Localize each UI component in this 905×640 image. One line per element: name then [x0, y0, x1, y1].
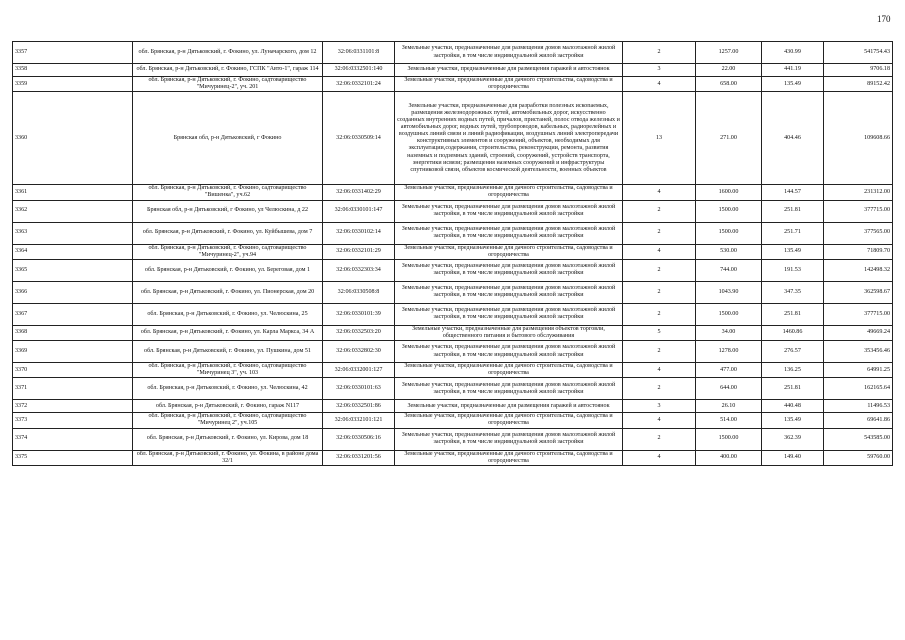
- specific-value-cell: 149.40: [762, 450, 824, 465]
- area-cell: 1500.00: [696, 200, 762, 222]
- table-row: [13, 281, 893, 303]
- address-cell: обл. Брянская, р-н Дятьковский, г. Фокино, садтоварищество "Вишенка", уч.62: [133, 185, 323, 200]
- specific-value-cell: 191.53: [762, 259, 824, 281]
- specific-value-cell: 251.81: [762, 200, 824, 222]
- address-cell: обл. Брянская, р-н Дятьковский, г. Фокино, ул. Пионерская, дом 20: [133, 281, 323, 303]
- table-body: [13, 42, 893, 466]
- table-row: [13, 77, 893, 92]
- specific-value-cell: 430.99: [762, 42, 824, 64]
- cadastral-number-cell: 32:06:0330101:63: [323, 378, 395, 400]
- specific-value-cell: 135.49: [762, 413, 824, 428]
- table-row: [13, 64, 893, 77]
- address-cell: обл. Брянская, р-н Дятьковский, г. Фокино, ул. Челюскина, 25: [133, 303, 323, 325]
- page-number: 170: [877, 14, 891, 24]
- row-number: 3368: [13, 325, 133, 340]
- cadastral-value-cell: 377715.00: [824, 303, 893, 325]
- row-number: 3364: [13, 244, 133, 259]
- use-code-cell: 2: [623, 42, 696, 64]
- specific-value-cell: 136.25: [762, 363, 824, 378]
- area-cell: 400.00: [696, 450, 762, 465]
- address-cell: обл. Брянская, р-н Дятьковский, г. Фокино, ул. Куйбышева, дом 7: [133, 222, 323, 244]
- row-number: 3359: [13, 77, 133, 92]
- area-cell: 1600.00: [696, 185, 762, 200]
- area-cell: 1257.00: [696, 42, 762, 64]
- address-cell: обл. Брянская, р-н Дятьковский, г. Фокино, ул. Береговая, дом 1: [133, 259, 323, 281]
- land-use-cell: Земельные участки, предназначенные для размещения домов малоэтажной жилой застройки, в том числе индивидуальной жилой застройки: [395, 303, 623, 325]
- row-number: 3373: [13, 413, 133, 428]
- land-use-cell: Земельные участки, предназначенные для размещения домов малоэтажной жилой застройки, в том числе индивидуальной жилой застройки: [395, 281, 623, 303]
- area-cell: 658.00: [696, 77, 762, 92]
- land-use-cell: Земельные участки, предназначенные для размещения домов малоэтажной жилой застройки, в том числе индивидуальной жилой застройки: [395, 428, 623, 450]
- land-use-cell: Земельные участки, предназначенные для размещения домов малоэтажной жилой застройки, в том числе индивидуальной жилой застройки: [395, 200, 623, 222]
- use-code-cell: 3: [623, 400, 696, 413]
- row-number: 3365: [13, 259, 133, 281]
- table-row: [13, 378, 893, 400]
- area-cell: 34.00: [696, 325, 762, 340]
- row-number: 3367: [13, 303, 133, 325]
- table-row: [13, 450, 893, 465]
- area-cell: 1500.00: [696, 303, 762, 325]
- land-use-cell: Земельные участки, предназначенные для размещения домов малоэтажной жилой застройки, в том числе индивидуальной жилой застройки: [395, 259, 623, 281]
- cadastral-value-cell: 11496.53: [824, 400, 893, 413]
- address-cell: обл. Брянская, р-н Дятьковский, г. Фокино, ул. Челюскина, 42: [133, 378, 323, 400]
- specific-value-cell: 251.81: [762, 378, 824, 400]
- cadastral-value-cell: 69641.86: [824, 413, 893, 428]
- use-code-cell: 2: [623, 378, 696, 400]
- use-code-cell: 4: [623, 77, 696, 92]
- use-code-cell: 2: [623, 428, 696, 450]
- cadastral-number-cell: 32:06:0331402:29: [323, 185, 395, 200]
- row-number: 3358: [13, 64, 133, 77]
- address-cell: обл. Брянская, р-н Дятьковский, г. Фокино, ул. Карла Маркса, 34 А: [133, 325, 323, 340]
- land-use-cell: Земельные участки, предназначенные для разработки полезных ископаемых, размещения железнодорожных путей, автомобильных дорог, искусственно созданных внутренних водных путей, причалов, пристаней, полос отвода железных и автомобильных дорог, водных путей, трубопроводов, кабельных, радиорелейных и воздушных линий связи и линий радиофикации, воздушных линий электропередачи конструктивных элементов и сооружений, объектов, необходимых для эксплуатации,содержания, строительства, реконструкции, ремонта, развития наземных и подземных зданий, строений, сооружений, устройств транспорта, энергетики исвязи; размещения наземных сооружений и инфраструктуры спутниковой связи, объектов космической деятельности, военных объектов: [395, 92, 623, 185]
- use-code-cell: 4: [623, 413, 696, 428]
- address-cell: Брянская обл, р-н Дятьковский, г Фокино, ул Челюскина, д 22: [133, 200, 323, 222]
- cadastral-number-cell: 32:06:0330101:147: [323, 200, 395, 222]
- table-row: [13, 303, 893, 325]
- use-code-cell: 2: [623, 259, 696, 281]
- row-number: 3370: [13, 363, 133, 378]
- cadastral-number-cell: 32:06:0330506:16: [323, 428, 395, 450]
- address-cell: обл. Брянская, р-н Дятьковский, г. Фокино, ул. Фокина, в районе дома 32/1: [133, 450, 323, 465]
- cadastral-number-cell: 32:06:0330508:8: [323, 281, 395, 303]
- area-cell: 477.00: [696, 363, 762, 378]
- row-number: 3371: [13, 378, 133, 400]
- cadastral-number-cell: 32:06:0332303:34: [323, 259, 395, 281]
- land-use-cell: Земельные участки, предназначенные для дачного строительства, садоводства и огородничества: [395, 244, 623, 259]
- area-cell: 1500.00: [696, 222, 762, 244]
- area-cell: 26.10: [696, 400, 762, 413]
- cadastral-number-cell: 32:06:0332101:29: [323, 244, 395, 259]
- use-code-cell: 2: [623, 341, 696, 363]
- use-code-cell: 4: [623, 244, 696, 259]
- specific-value-cell: 440.48: [762, 400, 824, 413]
- use-code-cell: 2: [623, 303, 696, 325]
- land-use-cell: Земельные участки, предназначенные для дачного строительства, садоводства и огородничества: [395, 185, 623, 200]
- use-code-cell: 5: [623, 325, 696, 340]
- specific-value-cell: 251.81: [762, 303, 824, 325]
- use-code-cell: 2: [623, 281, 696, 303]
- table-row: [13, 92, 893, 185]
- land-use-cell: Земельные участки, предназначенные для размещения гаражей и автостоянок: [395, 64, 623, 77]
- land-use-cell: Земельные участки, предназначенные для размещения домов малоэтажной жилой застройки, в том числе индивидуальной жилой застройки: [395, 341, 623, 363]
- cadastral-value-cell: 9706.18: [824, 64, 893, 77]
- use-code-cell: 3: [623, 64, 696, 77]
- table-row: [13, 244, 893, 259]
- use-code-cell: 4: [623, 185, 696, 200]
- row-number: 3360: [13, 92, 133, 185]
- cadastral-value-cell: 353456.46: [824, 341, 893, 363]
- specific-value-cell: 144.57: [762, 185, 824, 200]
- cadastral-value-cell: 162165.64: [824, 378, 893, 400]
- cadastral-value-cell: 377715.00: [824, 200, 893, 222]
- specific-value-cell: 441.19: [762, 64, 824, 77]
- cadastral-number-cell: 32:06:0330101:39: [323, 303, 395, 325]
- area-cell: 530.00: [696, 244, 762, 259]
- area-cell: 1043.90: [696, 281, 762, 303]
- use-code-cell: 2: [623, 200, 696, 222]
- specific-value-cell: 135.49: [762, 77, 824, 92]
- address-cell: обл. Брянская, р-н Дятьковский, г. Фокино, ул. Кирова, дом 18: [133, 428, 323, 450]
- table-row: [13, 413, 893, 428]
- address-cell: обл. Брянская, р-н Дятьковский, г. Фокино, садтоварищество "Мичуринец 2", уч.105: [133, 413, 323, 428]
- address-cell: обл. Брянская, р-н Дятьковский, г. Фокино, садтоварищество "Мичуринец-2", уч.94: [133, 244, 323, 259]
- specific-value-cell: 251.71: [762, 222, 824, 244]
- table-row: [13, 325, 893, 340]
- specific-value-cell: 135.49: [762, 244, 824, 259]
- address-cell: обл. Брянская, р-н Дятьковский, г. Фокино, садтоварищество "Мичуринец-2", уч. 201: [133, 77, 323, 92]
- area-cell: 22.00: [696, 64, 762, 77]
- cadastral-number-cell: 32:06:0331201:56: [323, 450, 395, 465]
- area-cell: 1500.00: [696, 428, 762, 450]
- address-cell: Брянская обл, р-н Дятьковский, г Фокино: [133, 92, 323, 185]
- cadastral-value-cell: 541754.43: [824, 42, 893, 64]
- row-number: 3375: [13, 450, 133, 465]
- cadastral-number-cell: 32:06:0330509:14: [323, 92, 395, 185]
- cadastral-number-cell: 32:06:0332501:86: [323, 400, 395, 413]
- table-row: [13, 185, 893, 200]
- use-code-cell: 13: [623, 92, 696, 185]
- specific-value-cell: 276.57: [762, 341, 824, 363]
- row-number: 3372: [13, 400, 133, 413]
- land-use-cell: Земельные участки, предназначенные для размещения домов малоэтажной жилой застройки, в том числе индивидуальной жилой застройки: [395, 378, 623, 400]
- area-cell: 514.00: [696, 413, 762, 428]
- use-code-cell: 4: [623, 450, 696, 465]
- specific-value-cell: 347.35: [762, 281, 824, 303]
- land-use-cell: Земельные участки, предназначенные для дачного строительства, садоводства и огородничества: [395, 450, 623, 465]
- land-use-cell: Земельные участки, предназначенные для размещения домов малоэтажной жилой застройки, в том числе индивидуальной жилой застройки: [395, 222, 623, 244]
- table-row: [13, 341, 893, 363]
- cadastral-number-cell: 32:06:0332101:24: [323, 77, 395, 92]
- cadastral-number-cell: 32:06:0330102:14: [323, 222, 395, 244]
- cadastral-value-cell: 59760.00: [824, 450, 893, 465]
- row-number: 3369: [13, 341, 133, 363]
- land-use-cell: Земельные участки, предназначенные для дачного строительства, садоводства и огородничества: [395, 363, 623, 378]
- table-row: [13, 259, 893, 281]
- cadastral-value-cell: 543585.00: [824, 428, 893, 450]
- cadastral-value-cell: 231312.00: [824, 185, 893, 200]
- row-number: 3357: [13, 42, 133, 64]
- land-use-cell: Земельные участки, предназначенные для дачного строительства, садоводства и огородничества: [395, 77, 623, 92]
- cadastral-value-cell: 64991.25: [824, 363, 893, 378]
- cadastral-value-cell: 109608.66: [824, 92, 893, 185]
- cadastral-number-cell: 32:06:0332802:30: [323, 341, 395, 363]
- address-cell: обл. Брянская, р-н Дятьковский, г. Фокино, ул. Луначарского, дом 12: [133, 42, 323, 64]
- cadastral-number-cell: 32:06:0332503:20: [323, 325, 395, 340]
- cadastral-value-cell: 49669.24: [824, 325, 893, 340]
- row-number: 3362: [13, 200, 133, 222]
- land-use-cell: Земельные участки, предназначенные для размещения гаражей и автостоянок: [395, 400, 623, 413]
- cadastral-value-cell: 362598.67: [824, 281, 893, 303]
- row-number: 3363: [13, 222, 133, 244]
- table-row: [13, 200, 893, 222]
- row-number: 3374: [13, 428, 133, 450]
- address-cell: обл. Брянская, р-н Дятьковский, г. Фокино, садтоварищество "Мичуринец 3", уч. 103: [133, 363, 323, 378]
- row-number: 3366: [13, 281, 133, 303]
- address-cell: обл. Брянская, р-н Дятьковский, г. Фокино, ул. Пушкина, дом 51: [133, 341, 323, 363]
- cadastral-value-cell: 89152.42: [824, 77, 893, 92]
- table-row: [13, 222, 893, 244]
- cadastral-value-cell: 71809.70: [824, 244, 893, 259]
- area-cell: 644.00: [696, 378, 762, 400]
- address-cell: обл. Брянская, р-н Дятьковский, г. Фокино, ГСПК "Авто-1", гараж 114: [133, 64, 323, 77]
- land-use-cell: Земельные участки, предназначенные для размещения домов малоэтажной жилой застройки, в том числе индивидуальной жилой застройки: [395, 42, 623, 64]
- specific-value-cell: 1460.86: [762, 325, 824, 340]
- land-registry-table: [12, 41, 893, 466]
- area-cell: 1278.00: [696, 341, 762, 363]
- cadastral-value-cell: 142498.32: [824, 259, 893, 281]
- specific-value-cell: 362.39: [762, 428, 824, 450]
- area-cell: 744.00: [696, 259, 762, 281]
- land-use-cell: Земельные участки, предназначенные для размещения объектов торговли, общественного питания и бытового обслуживания: [395, 325, 623, 340]
- cadastral-value-cell: 377565.00: [824, 222, 893, 244]
- cadastral-number-cell: 32:06:0332001:127: [323, 363, 395, 378]
- table-row: [13, 42, 893, 64]
- cadastral-number-cell: 32:06:0332101:121: [323, 413, 395, 428]
- cadastral-number-cell: 32:06:0331101:8: [323, 42, 395, 64]
- use-code-cell: 2: [623, 222, 696, 244]
- row-number: 3361: [13, 185, 133, 200]
- table-row: [13, 400, 893, 413]
- table-row: [13, 428, 893, 450]
- address-cell: обл. Брянская, р-н Дятьковский, г. Фокино, гараж N117: [133, 400, 323, 413]
- land-use-cell: Земельные участки, предназначенные для дачного строительства, садоводства и огородничества: [395, 413, 623, 428]
- use-code-cell: 4: [623, 363, 696, 378]
- table-row: [13, 363, 893, 378]
- specific-value-cell: 404.46: [762, 92, 824, 185]
- area-cell: 271.00: [696, 92, 762, 185]
- cadastral-number-cell: 32:06:0332501:140: [323, 64, 395, 77]
